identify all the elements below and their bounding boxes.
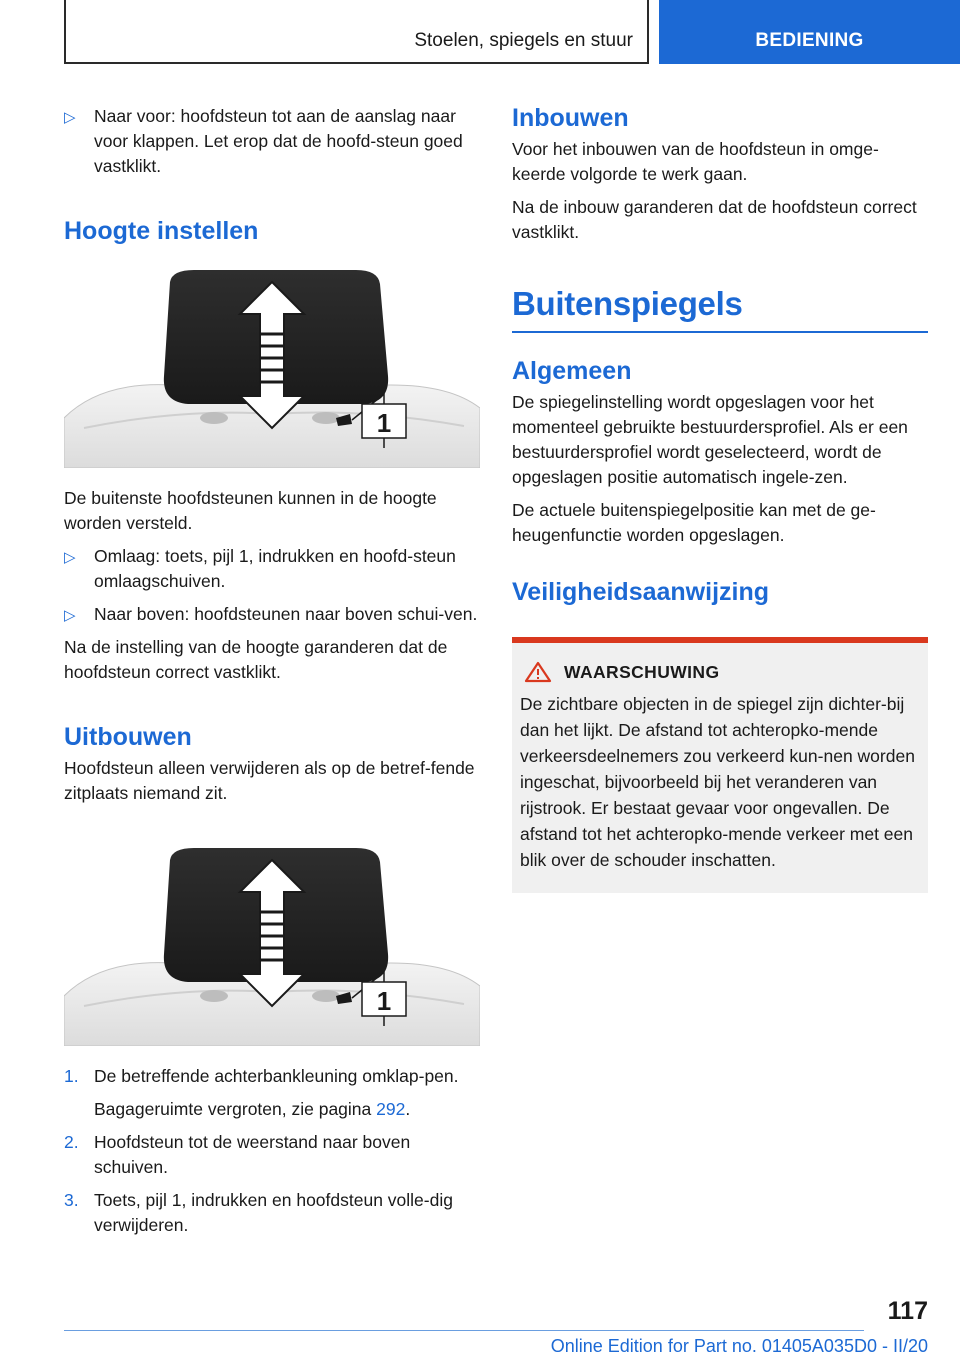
step-number: 3. [64, 1190, 79, 1210]
footer-edition: Online Edition for Part no. 01405A035D0 - II/20 [550, 1336, 928, 1356]
install-heading: Inbouwen [512, 104, 629, 132]
page-reference-link[interactable]: 292 [376, 1099, 406, 1119]
general-heading: Algemeen [512, 357, 632, 385]
header-section-frame [64, 0, 649, 64]
headrest-remove-figure [64, 846, 480, 1046]
warning-title: WAARSCHUWING [564, 661, 720, 682]
triangle-bullet-icon: ▷ [64, 109, 76, 126]
install-paragraph-2: Na de inbouw garanderen dat de hoofdsteun correct vastklikt. [512, 197, 917, 242]
mirrors-heading: Buitenspiegels [512, 285, 928, 333]
triangle-bullet-icon: ▷ [64, 549, 76, 566]
figure-callout-1: 1 [376, 986, 392, 1016]
warning-triangle-icon [524, 661, 552, 683]
step-item [64, 1188, 480, 1238]
warning-box [512, 637, 928, 893]
height-bullet-down: ▷ Omlaag: toets, pijl 1, indrukken en hoofd-steun omlaagschuiven. [64, 546, 456, 591]
step-text: Toets, pijl 1, indrukken en hoofdsteun volle-dig verwijderen. [94, 1190, 453, 1235]
height-bullet-up: ▷ Naar boven: hoofdsteunen naar boven schui-ven. [64, 602, 480, 627]
step-text: Hoofdsteun tot de weerstand naar boven schuiven. [94, 1132, 411, 1177]
chapter-tab[interactable] [659, 0, 960, 64]
step-number: 2. [64, 1132, 79, 1152]
headrest-illustration [64, 268, 480, 468]
remove-heading: Uitbouwen [64, 723, 192, 751]
chapter-tab-label: BEDIENING [755, 30, 864, 51]
general-paragraph-2: De actuele buitenspiegelpositie kan met de ge-heugenfunctie worden opgeslagen. [512, 500, 876, 545]
height-paragraph: De buitenste hoofdsteunen kunnen in de hoogte worden versteld. [64, 488, 437, 533]
remove-paragraph: Hoofdsteun alleen verwijderen als op de betref-fende zitplaats niemand zit. [64, 758, 475, 803]
header-section-title: Stoelen, spiegels en stuur [414, 30, 633, 51]
safety-heading: Veiligheidsaanwijzing [512, 578, 770, 606]
step-sub-note: Bagageruimte vergroten, zie pagina 292. [94, 1099, 411, 1119]
general-paragraph-1: De spiegelinstelling wordt opgeslagen voor het momenteel gebruikte bestuurdersprofiel. Als er een bestuurdersprofiel wordt geselecteerd, wordt de opgeslagen positie automatisch ingele-zen. [512, 392, 908, 487]
install-paragraph-1: Voor het inbouwen van de hoofdsteun in omge-keerde volgorde te werk gaan. [512, 139, 879, 184]
step-number: 1. [64, 1066, 79, 1086]
height-after-paragraph: Na de instelling van de hoogte garanderen dat de hoofdsteun correct vastklikt. [64, 637, 448, 682]
warning-header [520, 661, 920, 683]
figure-callout-1: 1 [376, 408, 392, 438]
page-number: 117 [887, 1297, 928, 1325]
left-column [64, 104, 480, 1246]
warning-text: De zichtbare objecten in de spiegel zijn dichter-bij dan het lijkt. De afstand tot achteropko-mende verkeersdeelnemers zou verkeerd kun-nen worden ingeschat, bijvoorbeeld bij het veranderen van rijstrook. Er bestaat gevaar voor ongevallen. De afstand tot het achteropko-mende verkeer met een blik over de schouder inschatten. [520, 694, 915, 870]
height-heading: Hoogte instellen [64, 217, 259, 245]
headrest-illustration [64, 846, 480, 1046]
right-column [512, 104, 928, 893]
headrest-height-figure [64, 268, 480, 468]
step-text: De betreffende achterbankleuning omklap-pen. [94, 1066, 459, 1086]
triangle-bullet-icon: ▷ [64, 607, 76, 624]
footer-divider [64, 1330, 864, 1331]
step-item [64, 1064, 480, 1089]
step-item [64, 1130, 480, 1180]
intro-bullet: ▷ Naar voor: hoofdsteun tot aan de aanslag naar voor klappen. Let erop dat de hoofd-steun goed vastklikt. [64, 106, 463, 176]
